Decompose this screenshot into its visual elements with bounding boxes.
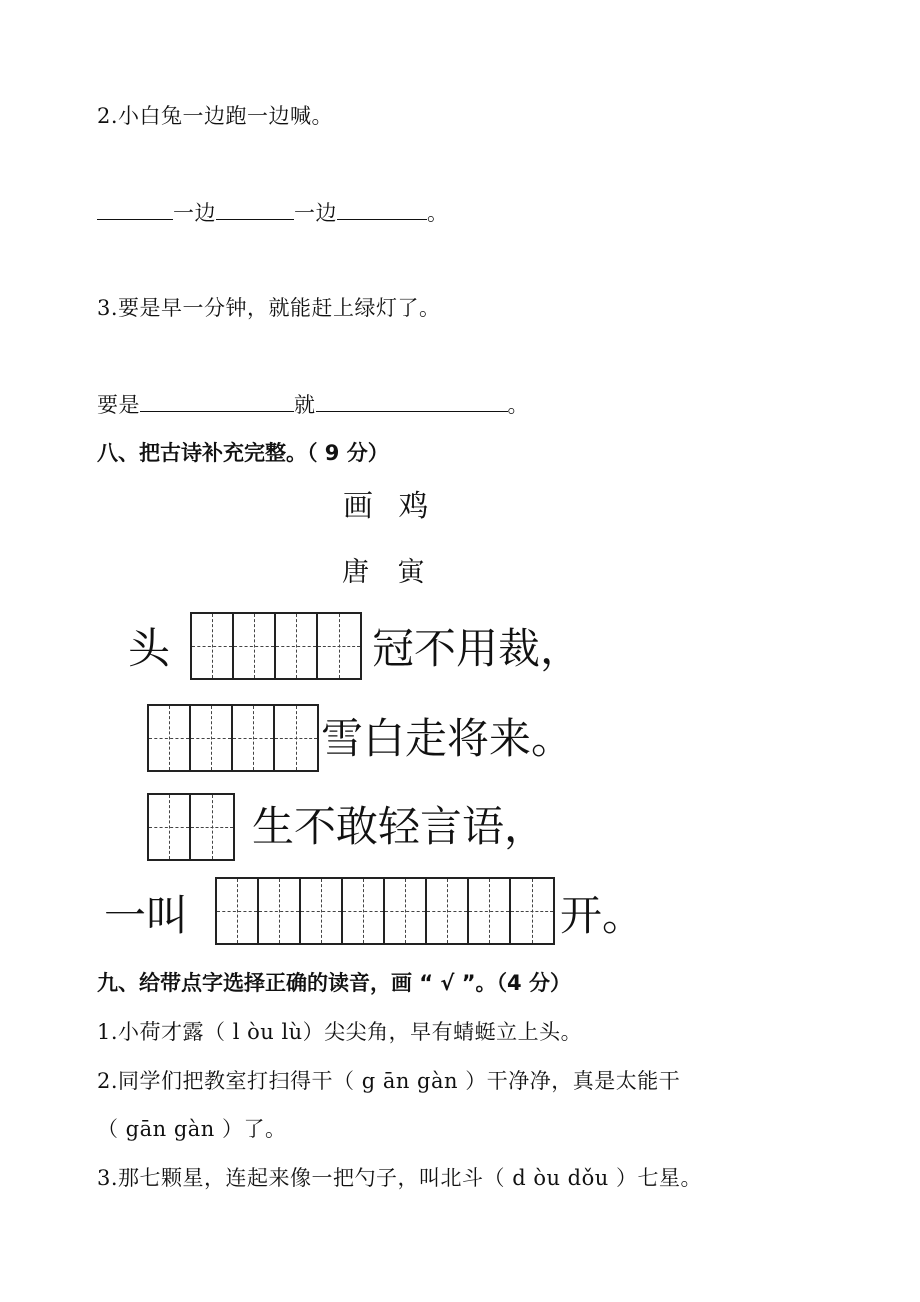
answer-cell[interactable] [234, 614, 276, 678]
q2-blank-2[interactable] [216, 199, 294, 220]
poem-line2-post: 雪白走将来。 [321, 714, 574, 763]
q3-pattern-start: 要是 [97, 393, 140, 417]
answer-cell[interactable] [318, 614, 360, 678]
section9-heading: 九、给带点字选择正确的读音，画 “ √ ”。（4 分） [97, 971, 571, 995]
section9-item-2b: （ gān gàn ）了。 [97, 1117, 287, 1141]
answer-cell[interactable] [233, 706, 275, 770]
poem-line3-boxes[interactable] [147, 793, 235, 861]
poem-line1-pre: 头 [128, 624, 171, 673]
answer-cell[interactable] [385, 879, 427, 943]
section8-heading: 八、把古诗补充完整。（ 9 分） [97, 441, 389, 465]
q3-pattern [97, 389, 529, 419]
poem-line3-post: 生不敢轻言语， [252, 802, 547, 851]
q2-pattern-mid2: 一边 [294, 201, 337, 225]
q2-blank-1[interactable] [97, 199, 173, 220]
answer-cell[interactable] [192, 614, 234, 678]
answer-cell[interactable] [217, 879, 259, 943]
q3-blank-2[interactable] [316, 391, 508, 412]
poem-line4-boxes[interactable] [215, 877, 555, 945]
q2-pattern-mid1: 一边 [173, 201, 216, 225]
answer-cell[interactable] [149, 706, 191, 770]
answer-cell[interactable] [191, 795, 233, 859]
q3-pattern-mid: 就 [294, 393, 316, 417]
answer-cell[interactable] [275, 706, 317, 770]
q2-sentence: 2.小白兔一边跑一边喊。 [97, 104, 334, 128]
q3-sentence: 3.要是早一分钟，就能赶上绿灯了。 [97, 296, 441, 320]
section9-item-1: 1.小荷才露（ l òu lù）尖尖角，早有蜻蜓立上头。 [97, 1020, 583, 1044]
q2-blank-3[interactable] [337, 199, 427, 220]
q3-pattern-end: 。 [507, 393, 529, 417]
q2-pattern-end: 。 [427, 201, 449, 225]
answer-cell[interactable] [259, 879, 301, 943]
poem-line4-post: 开。 [560, 891, 645, 940]
answer-cell[interactable] [301, 879, 343, 943]
poem-author: 唐 寅 [342, 557, 435, 588]
poem-line4-pre: 一叫 [104, 891, 189, 940]
answer-cell[interactable] [427, 879, 469, 943]
section9-item-3: 3.那七颗星，连起来像一把勺子，叫北斗（ d òu dǒu ）七星。 [97, 1166, 702, 1190]
poem-line1-boxes[interactable] [190, 612, 362, 680]
poem-line2-boxes[interactable] [147, 704, 319, 772]
answer-cell[interactable] [149, 795, 191, 859]
answer-cell[interactable] [276, 614, 318, 678]
section9-item-2a: 2.同学们把教室打扫得干（ g ān gàn ）干净净，真是太能干 [97, 1069, 681, 1093]
answer-cell[interactable] [343, 879, 385, 943]
answer-cell[interactable] [511, 879, 553, 943]
poem-title: 画 鸡 [343, 489, 437, 524]
answer-cell[interactable] [469, 879, 511, 943]
q2-pattern [97, 197, 449, 227]
q3-blank-1[interactable] [140, 391, 294, 412]
poem-line1-post: 冠不用裁， [372, 624, 583, 673]
answer-cell[interactable] [191, 706, 233, 770]
